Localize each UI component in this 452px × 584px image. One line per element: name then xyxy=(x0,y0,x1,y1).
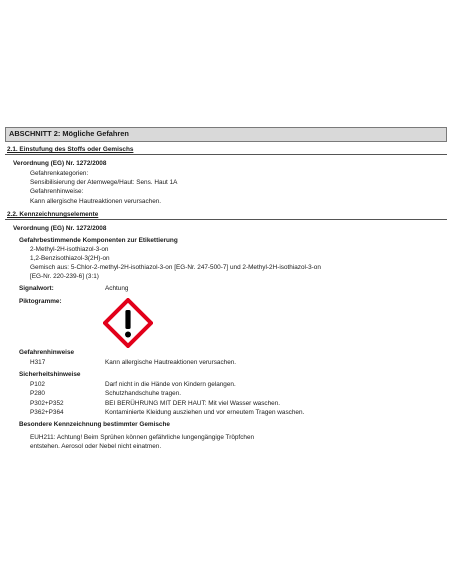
safety-code: P362+P364 xyxy=(30,409,64,416)
divider xyxy=(5,154,447,155)
section-title: ABSCHNITT 2: Mögliche Gefahren xyxy=(9,129,129,138)
regulation-label: Verordnung (EG) Nr. 1272/2008 xyxy=(13,225,107,232)
component-item: 1,2-Benzisothiazol-3(2H)-on xyxy=(30,255,110,262)
exclamation-mark-icon xyxy=(103,298,153,348)
special-labelling-text: entstehen. Aerosol oder Nebel nicht einatmen. xyxy=(30,443,162,450)
hazard-code: H317 xyxy=(30,359,46,366)
safety-code: P280 xyxy=(30,390,45,397)
special-labelling-text: EUH211: Achtung! Beim Sprühen können gefährliche lungengängige Tröpfchen xyxy=(30,434,255,441)
special-labelling-heading: Besondere Kennzeichnung bestimmter Gemische xyxy=(19,421,170,428)
hazard-text: Kann allergische Hautreaktionen verursachen. xyxy=(105,359,237,366)
safety-text: Kontaminierte Kleidung ausziehen und vor erneutem Tragen waschen. xyxy=(105,409,305,416)
components-heading: Gefahrbestimmende Komponenten zur Etikettierung xyxy=(19,237,178,244)
component-item: Gemisch aus: 5-Chlor-2-methyl-2H-isothiazol-3-on [EG-Nr. 247-500-7] und 2-Methyl-2H-isothiazol-3-on xyxy=(30,264,321,271)
pictogram-label: Piktogramme: xyxy=(19,298,62,305)
subsection-heading-2-1: 2.1. Einstufung des Stoffs oder Gemischs xyxy=(7,146,134,153)
regulation-label: Verordnung (EG) Nr. 1272/2008 xyxy=(13,160,107,167)
safety-code: P302+P352 xyxy=(30,400,64,407)
component-item: [EG-Nr. 220-239-6] (3:1) xyxy=(30,273,99,280)
hazard-hint-label: Gefahrenhinweise: xyxy=(30,188,84,195)
hazard-hint-value: Kann allergische Hautreaktionen verursachen. xyxy=(30,198,162,205)
signal-word-value: Achtung xyxy=(105,285,129,292)
component-item: 2-Methyl-2H-isothiazol-3-on xyxy=(30,246,109,253)
subsection-heading-2-2: 2.2. Kennzeichnungselemente xyxy=(7,211,99,218)
safety-code: P102 xyxy=(30,381,45,388)
hazard-statements-heading: Gefahrenhinweise xyxy=(19,349,75,356)
category-value: Sensibilisierung der Atemwege/Haut: Sens. Haut 1A xyxy=(30,179,178,186)
safety-text: Schutzhandschuhe tragen. xyxy=(105,390,182,397)
safety-text: BEI BERÜHRUNG MIT DER HAUT: Mit viel Wasser waschen. xyxy=(105,400,281,407)
divider xyxy=(5,219,447,220)
signal-word-label: Signalwort: xyxy=(19,285,54,292)
category-label: Gefahrenkategorien: xyxy=(30,170,89,177)
safety-statements-heading: Sicherheitshinweise xyxy=(19,371,81,378)
safety-text: Darf nicht in die Hände von Kindern gelangen. xyxy=(105,381,236,388)
section-header xyxy=(5,127,447,142)
